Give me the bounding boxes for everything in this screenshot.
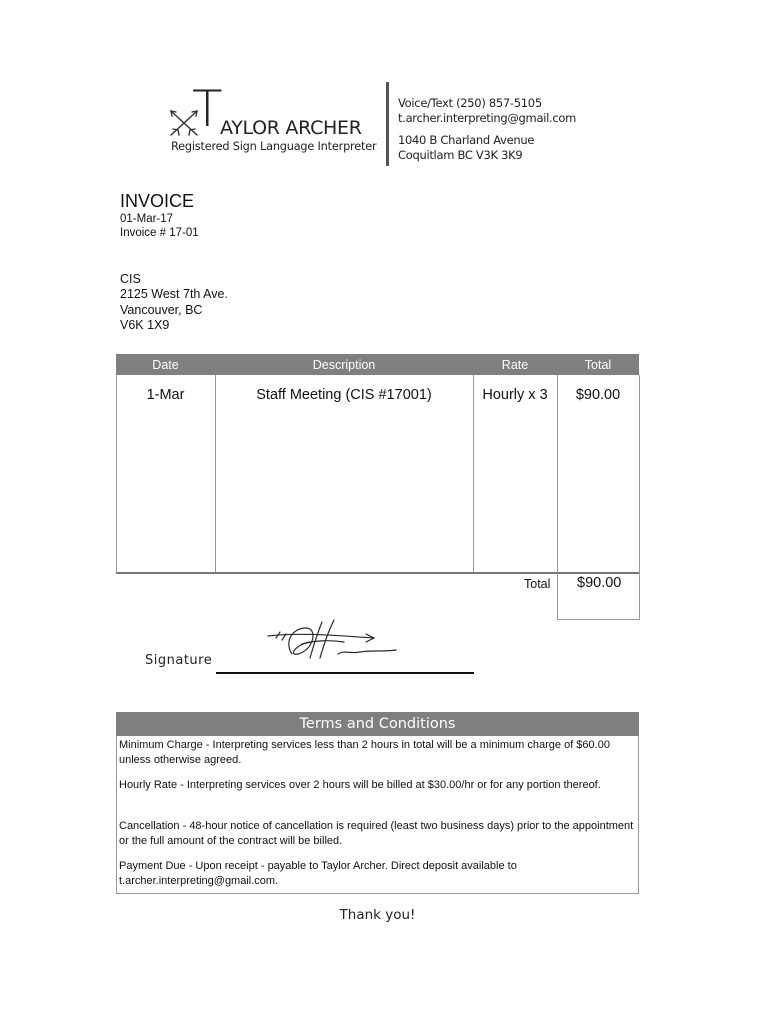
term-cancellation: Cancellation - 48-hour notice of cancellation is required (least two business days) prior to the appointment or the full amount of the contract will be billed.: [119, 820, 634, 847]
thank-you-note: Thank you!: [339, 907, 416, 923]
column-divider: [557, 375, 558, 573]
contact-email[interactable]: t.archer.interpreting@gmail.com: [398, 111, 576, 125]
table-body: [116, 375, 640, 573]
row-total: $90.00: [575, 387, 621, 403]
term-payment-due: Payment Due - Upon receipt - payable to Taylor Archer. Direct deposit available to t.archer.interpreting@gmail.com.: [119, 860, 517, 887]
column-divider: [215, 375, 216, 573]
row-description: Staff Meeting (CIS #17001): [256, 387, 432, 403]
signature-line: [216, 672, 474, 674]
bill-to-city: Vancouver, BC: [120, 302, 203, 317]
contact-phone: Voice/Text (250) 857-5105: [398, 96, 542, 110]
term-minimum-charge: Minimum Charge - Interpreting services less than 2 hours in total will be a minimum charge of $60.00 unless otherwise agreed.: [119, 739, 610, 766]
terms-title: Terms and Conditions: [116, 712, 639, 736]
signature-label: Signature: [145, 653, 213, 668]
header-divider: [386, 82, 389, 166]
total-label: Total: [524, 577, 551, 591]
invoice-title: INVOICE: [120, 191, 195, 211]
logo-subtitle: Registered Sign Language Interpreter: [171, 140, 377, 153]
row-rate: Hourly x 3: [482, 387, 548, 403]
logo-initial: T: [192, 80, 223, 138]
column-header-rate: Rate: [501, 358, 529, 372]
bill-to-block: [120, 272, 228, 333]
contact-address-line1: 1040 B Charland Avenue: [398, 133, 535, 147]
contact-address-line2: Coquitlam BC V3K 3K9: [398, 148, 523, 162]
logo-name: AYLOR ARCHER: [220, 117, 362, 139]
invoice-date: 01-Mar-17: [120, 213, 174, 225]
column-header-total: Total: [584, 358, 612, 372]
column-header-date: Date: [152, 358, 179, 372]
column-header-description: Description: [312, 358, 376, 372]
bill-to-postal: V6K 1X9: [120, 317, 170, 332]
invoice-number: Invoice # 17-01: [120, 227, 199, 239]
bill-to-name: CIS: [120, 272, 141, 286]
handwritten-signature: [262, 614, 406, 670]
total-value: $90.00: [577, 575, 622, 591]
row-date: 1-Mar: [146, 387, 185, 403]
term-hourly-rate: Hourly Rate - Interpreting services over 2 hours will be billed at $30.00/hr or for any portion thereof.: [119, 779, 601, 791]
column-divider: [473, 375, 474, 573]
bill-to-street: 2125 West 7th Ave.: [120, 287, 228, 302]
